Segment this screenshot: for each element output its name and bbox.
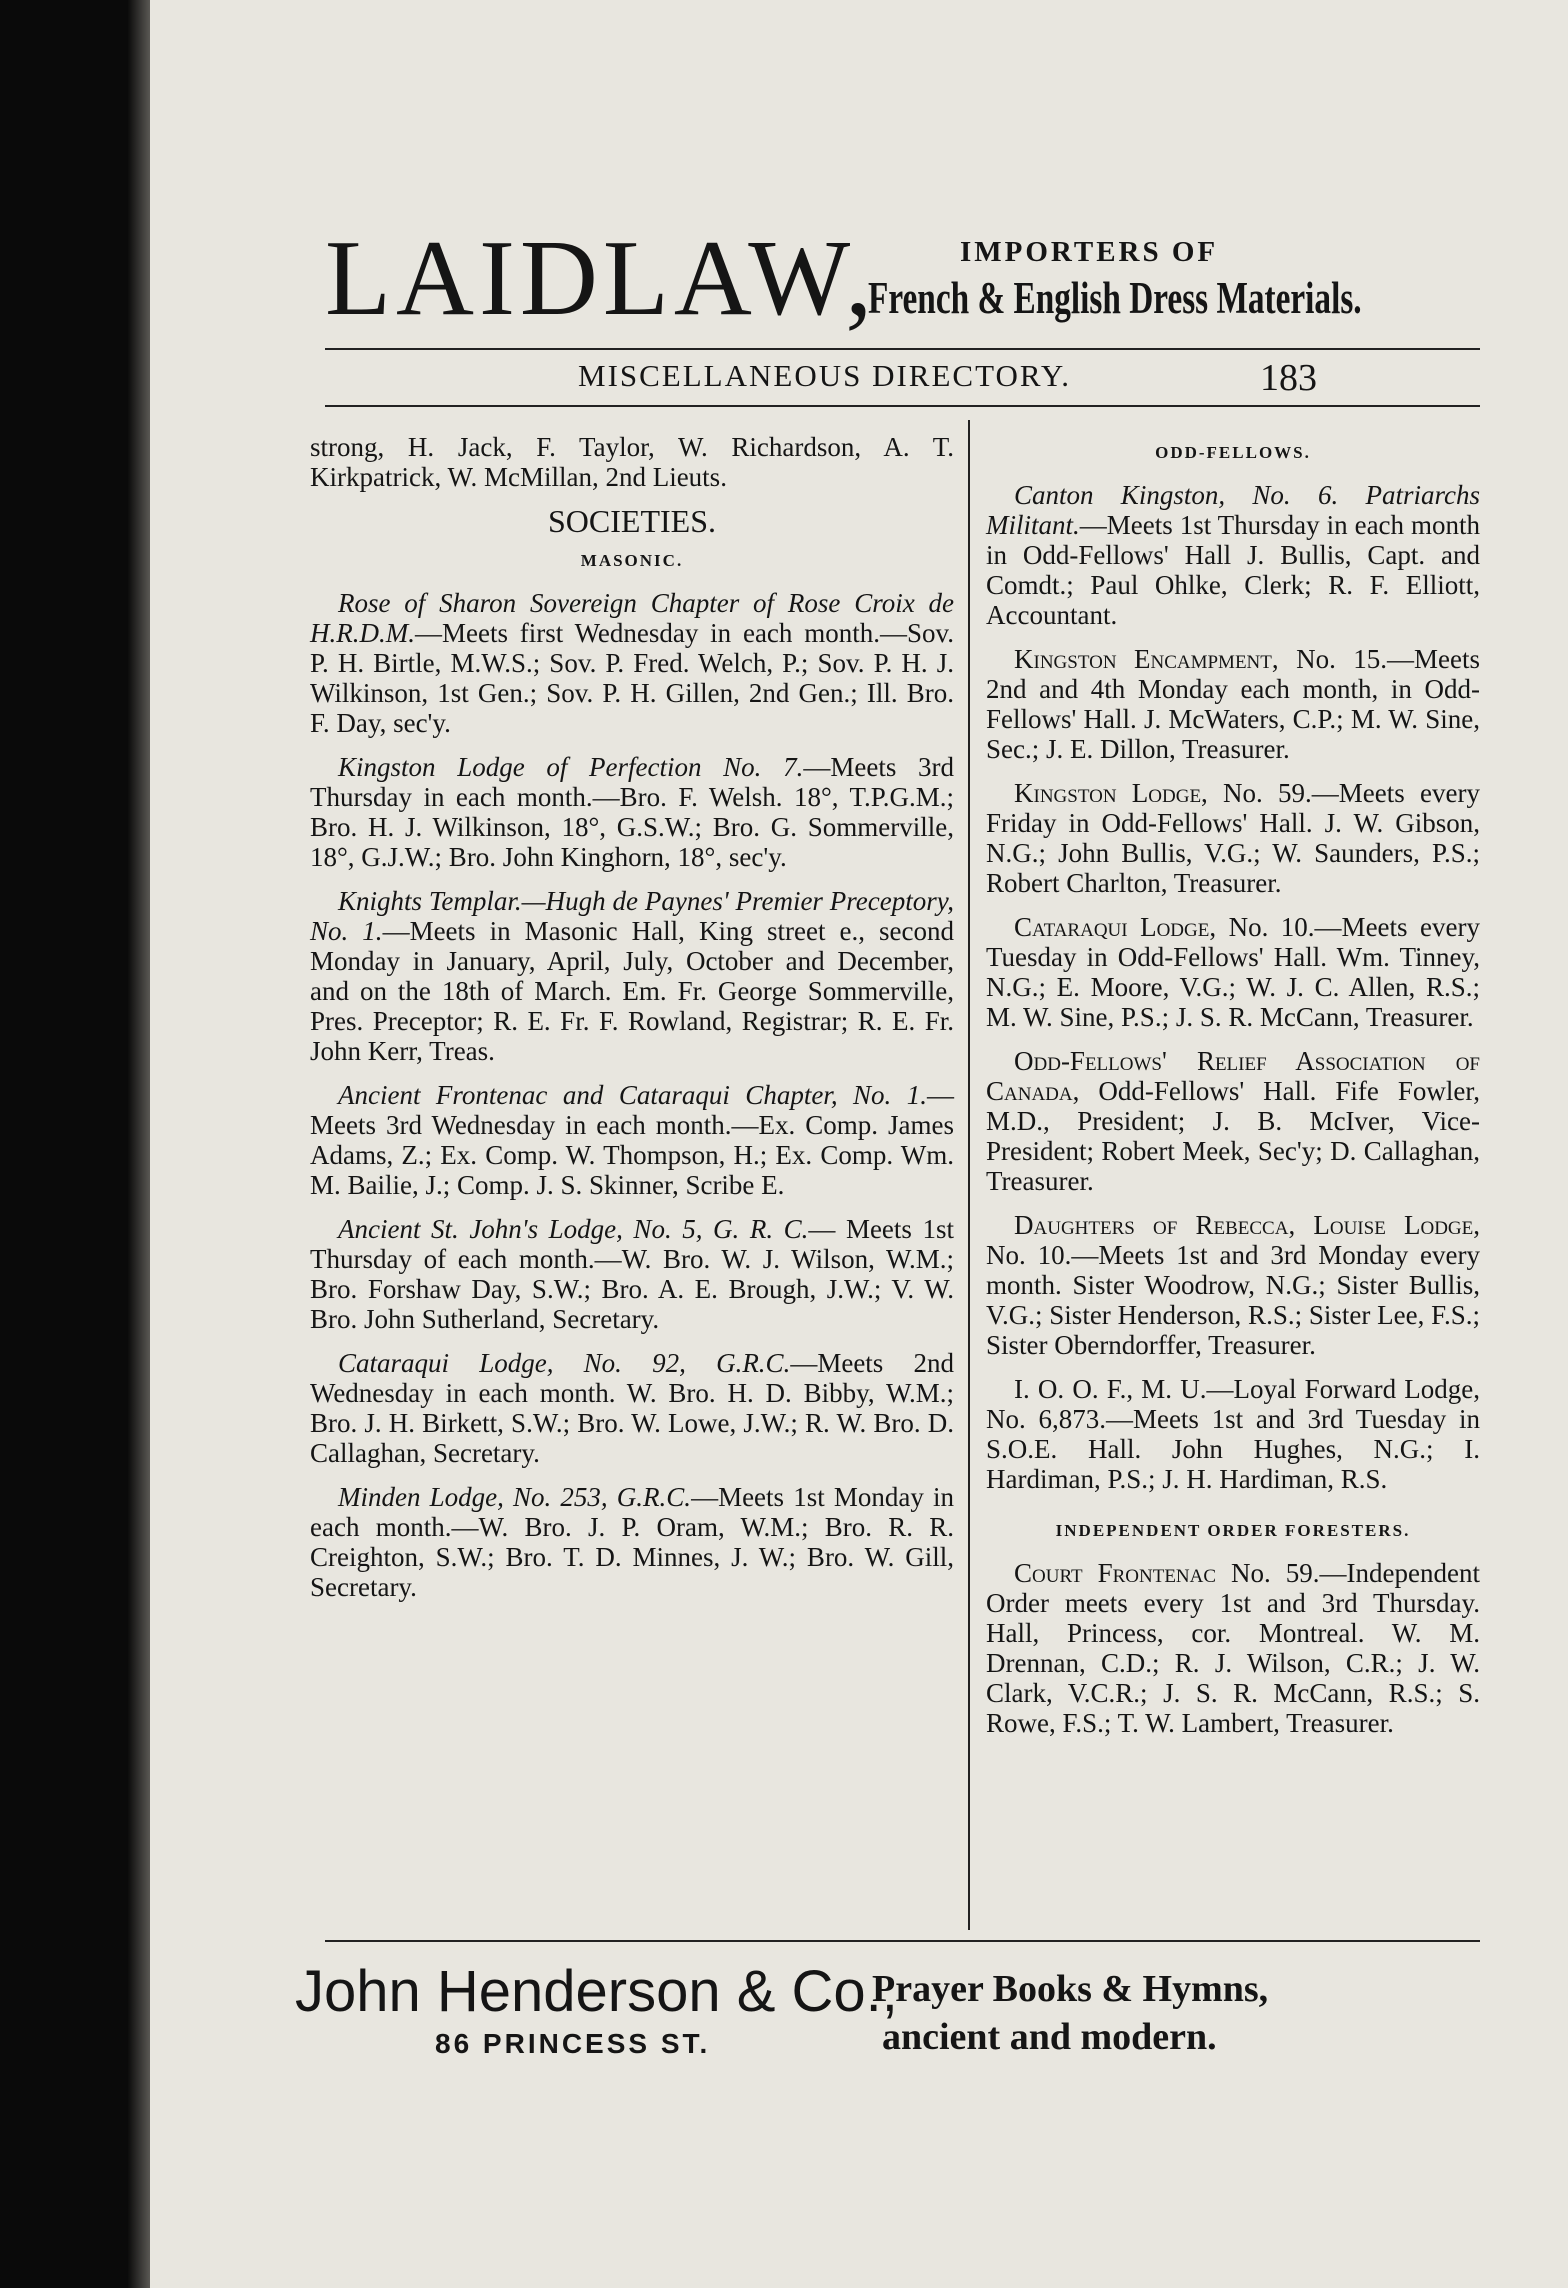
foresters-subheading: INDEPENDENT ORDER FORESTERS.: [1055, 1521, 1411, 1540]
left-lead-text: strong, H. Jack, F. Taylor, W. Richardson, A. T. Kirkpatrick, W. McMillan, 2nd Lieuts.: [310, 432, 954, 492]
entry-text: No. 10.—Meets every Tuesday in Odd-Fellows' Hall. Wm. Tinney, N.G.; E. Moore, V.G.; W. J. C. Allen, R.S.; M. W. Sine, P.S.; J. S. R. McCann, Treasurer.: [986, 912, 1480, 1032]
entry-text: —Meets 1st Thursday in each month in Odd-Fellows' Hall J. Bullis, Capt. and Comdt.; Paul Ohlke, Clerk; R. F. Elliott, Accountant.: [986, 510, 1480, 630]
entry-name: Kingston Lodge,: [1014, 778, 1208, 808]
list-item: [310, 1214, 954, 1334]
page-number: 183: [1260, 357, 1317, 399]
entry-text: —Loyal Forward Lodge, No. 6,873.—Meets 1st and 3rd Tuesday in S.O.E. Hall. John Hughes, N.G.; I. Hardiman, P.S.; J. H. Hardiman, R.S.: [986, 1374, 1480, 1494]
entry-text: No. 59.—Independent Order meets every 1st and 3rd Thursday. Hall, Princess, cor. Montreal. W. M. Drennan, C.D.; R. J. Wilson, C.R.; J. W. Clark, V.C.R.; J. S. R. McCann, R.S.; S. Rowe, F.S.; T. W. Lambert, Treasurer.: [986, 1558, 1480, 1738]
entry-name: Rose of Sharon Sovereign Chapter of Rose Croix de H.R.D.M.: [310, 588, 954, 648]
entry-name: Court Frontenac: [1014, 1558, 1217, 1588]
entry-name: Kingston Encampment,: [1014, 644, 1279, 674]
odd-fellows-subheading: ODD-FELLOWS.: [1155, 443, 1311, 462]
left-column: [310, 432, 954, 1616]
entry-text: Odd-Fellows' Hall. Fife Fowler, M.D., President; J. B. McIver, Vice-President; Robert Meek, Sec'y; D. Callaghan, Treasurer.: [986, 1076, 1480, 1196]
entry-name: Cataraqui Lodge,: [1014, 912, 1217, 942]
footer-rule: [325, 1940, 1480, 1942]
running-head-title: MISCELLANEOUS DIRECTORY.: [578, 358, 1071, 393]
entry-text: —Meets 3rd Thursday in each month.—Bro. F. Welsh. 18°, T.P.G.M.; Bro. H. J. Wilkinson, 18°, G.S.W.; Bro. G. Sommerville, 18°, G.J.W.; Bro. John Kinghorn, 18°, sec'y.: [310, 752, 954, 872]
header-importers: IMPORTERS OF: [960, 236, 1219, 268]
masonic-subheading: MASONIC.: [580, 551, 684, 570]
entry-text: —Meets 3rd Wednesday in each month.—Ex. Comp. James Adams, Z.; Ex. Comp. W. Thompson, H.; Ex. Comp. Wm. M. Bailie, J.; Comp. J. S. Skinner, Scribe E.: [310, 1080, 954, 1200]
list-item: [310, 752, 954, 872]
footer-ancient-modern: ancient and modern.: [882, 2016, 1217, 2058]
header-firm-name: LAIDLAW,: [325, 219, 878, 338]
entry-name: Minden Lodge, No. 253, G.R.C.: [338, 1482, 692, 1512]
entry-name: I. O. O. F., M. U.: [1014, 1374, 1207, 1404]
column-divider: [968, 420, 970, 1930]
list-item: [310, 1348, 954, 1468]
entry-name: Ancient Frontenac and Cataraqui Chapter, No. 1.: [338, 1080, 927, 1110]
list-item: [986, 480, 1480, 630]
scan-left-border: [0, 0, 150, 2288]
entry-name: Cataraqui Lodge, No. 92, G.R.C.: [338, 1348, 791, 1378]
header-rule: [325, 348, 1480, 350]
header-materials: French & English Dress Materials.: [868, 273, 1362, 323]
entry-text: —Meets 1st Monday in each month.—W. Bro. J. P. Oram, W.M.; Bro. R. R. Creighton, S.W.; Bro. T. D. Minnes, J. W.; Bro. W. Gill, Secretary.: [310, 1482, 954, 1602]
list-item: [986, 912, 1480, 1032]
entry-text: No. 59.—Meets every Friday in Odd-Fellows' Hall. J. W. Gibson, N.G.; John Bullis, V.G.; W. Saunders, P.S.; Robert Charlton, Treasurer.: [986, 778, 1480, 898]
entry-name: Kingston Lodge of Perfection No. 7.: [338, 752, 804, 782]
list-item: [310, 588, 954, 738]
entry-text: — Meets 1st Thursday of each month.—W. Bro. W. J. Wilson, W.M.; Bro. Forshaw Day, S.W.; Bro. A. E. Brough, J.W.; V. W. Bro. John Sutherland, Secretary.: [310, 1214, 954, 1334]
list-item: [986, 1210, 1480, 1360]
list-item: [310, 1482, 954, 1602]
entry-name: Canton Kingston, No. 6. Patriarchs Militant.: [986, 480, 1480, 540]
list-item: [986, 1558, 1480, 1738]
running-head-rule: [325, 405, 1480, 407]
list-item: [310, 886, 954, 1066]
entry-name: Daughters of Rebecca, Louise Lodge,: [1014, 1210, 1480, 1240]
entry-text: No. 10.—Meets 1st and 3rd Monday every month. Sister Woodrow, N.G.; Sister Bullis, V.G.; Sister Henderson, R.S.; Sister Lee, F.S.; Sister Oberndorffer, Treasurer.: [986, 1240, 1480, 1360]
entry-text: No. 15.—Meets 2nd and 4th Monday each month, in Odd-Fellows' Hall. J. McWaters, C.P.; M. W. Sine, Sec.; J. E. Dillon, Treasurer.: [986, 644, 1481, 764]
entry-text: —Meets first Wednesday in each month.—Sov. P. H. Birtle, M.W.S.; Sov. P. Fred. Welch, P.; Sov. P. H. J. Wilkinson, 1st Gen.; Sov. P. H. Gillen, 2nd Gen.; Ill. Bro. F. Day, sec'y.: [310, 618, 954, 738]
list-item: [986, 644, 1480, 764]
entry-name: Ancient St. John's Lodge, No. 5, G. R. C.: [338, 1214, 809, 1244]
right-column: [986, 432, 1480, 1752]
list-item: [986, 1374, 1480, 1494]
footer-address: 86 PRINCESS ST.: [435, 2028, 711, 2059]
footer-company: John Henderson & Co.,: [295, 1959, 898, 2024]
list-item: [986, 1046, 1480, 1196]
societies-heading: SOCIETIES.: [548, 503, 716, 539]
entry-text: —Meets in Masonic Hall, King street e., second Monday in January, April, July, October and December, and on the 18th of March. Em. Fr. George Sommerville, Pres. Preceptor; R. E. Fr. F. Rowland, Registrar; R. E. Fr. John Kerr, Treas.: [310, 916, 954, 1066]
entry-name: Knights Templar.—Hugh de Paynes' Premier Preceptory, No. 1.: [310, 886, 954, 946]
list-item: [986, 778, 1480, 898]
entry-name: Odd-Fellows' Relief Association of Canada,: [986, 1046, 1480, 1106]
footer-prayer-books: Prayer Books & Hymns,: [872, 1968, 1269, 2010]
directory-page: [150, 0, 1568, 2288]
entry-text: —Meets 2nd Wednesday in each month. W. Bro. H. D. Bibby, W.M.; Bro. J. H. Birkett, S.W.; Bro. W. Lowe, J.W.; R. W. Bro. D. Callaghan, Secretary.: [310, 1348, 955, 1468]
list-item: [310, 1080, 954, 1200]
